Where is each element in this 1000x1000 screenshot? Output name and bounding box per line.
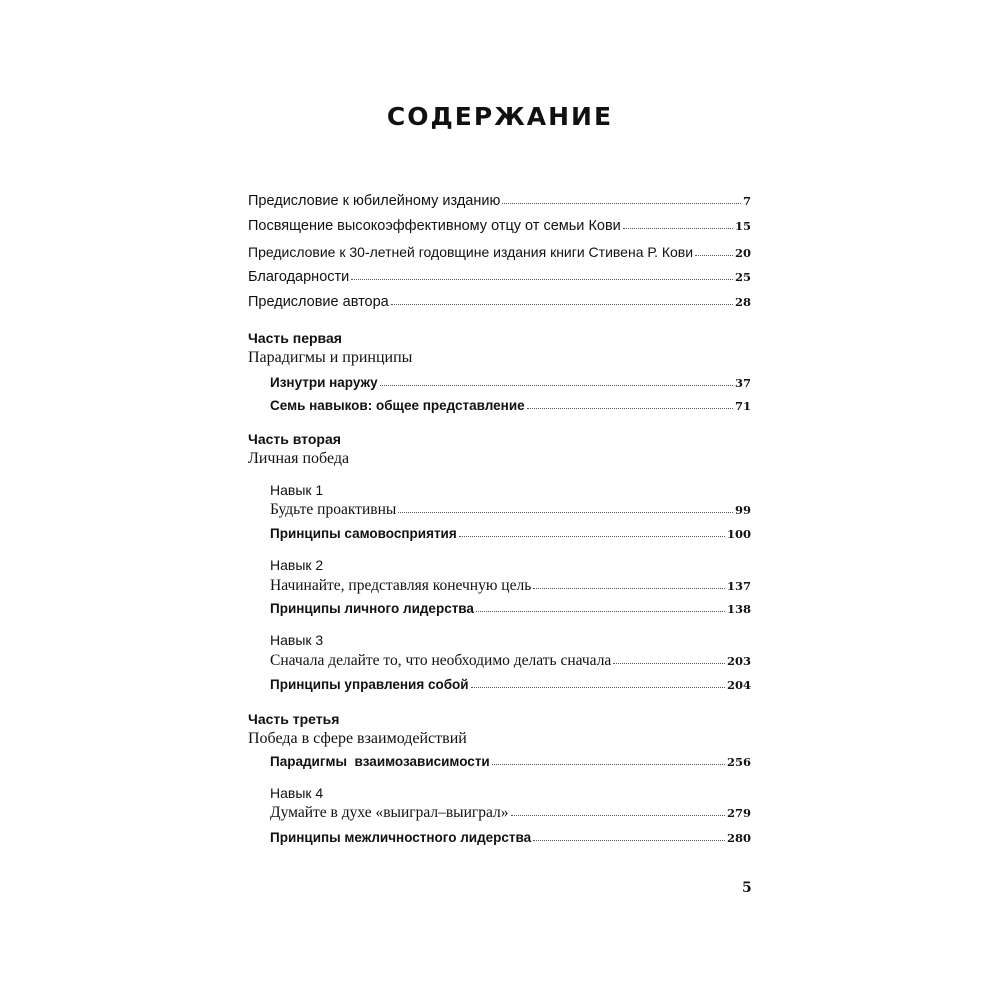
dot-leader <box>398 511 733 513</box>
toc-entry-label: Принципы самовосприятия <box>270 526 457 541</box>
toc-entry-page: 203 <box>726 654 751 668</box>
toc-entry[interactable] <box>248 242 751 262</box>
part-title: Часть первая <box>248 330 342 346</box>
dot-leader <box>533 587 725 589</box>
toc-entry-label: Думайте в духе «выиграл–выиграл» <box>270 804 509 821</box>
dot-leader <box>613 662 725 664</box>
toc-entry-page: 100 <box>726 527 751 541</box>
toc-entry-page: 280 <box>726 831 751 845</box>
toc-entry[interactable] <box>248 216 751 236</box>
habit-label: Навык 3 <box>270 632 324 648</box>
toc-entry-label: Начинайте, представляя конечную цель <box>270 577 532 594</box>
toc-entry-page: 71 <box>734 399 751 413</box>
toc-entry-page: 37 <box>734 376 751 390</box>
habit-label: Навык 1 <box>270 482 324 498</box>
dot-leader <box>527 407 733 409</box>
part-subtitle: Парадигмы и принципы <box>248 349 413 366</box>
toc-entry-label: Изнутри наружу <box>270 375 378 390</box>
toc-entry-label: Будьте проактивны <box>270 501 397 518</box>
toc-entry-page: 25 <box>734 270 751 284</box>
toc-entry-page: 138 <box>726 602 751 616</box>
toc-entry-label: Предисловие автора <box>248 294 389 310</box>
toc-entry-page: 28 <box>734 295 751 309</box>
toc-entry-page: 137 <box>726 579 751 593</box>
part-title: Часть вторая <box>248 431 341 447</box>
toc-entry-label: Принципы межличностного лидерства <box>270 830 532 845</box>
toc-entry[interactable] <box>248 191 751 211</box>
toc-entry-label: Принципы личного лидерства <box>270 601 474 616</box>
dot-leader <box>351 278 733 280</box>
toc-entry[interactable] <box>248 267 751 287</box>
toc-entry[interactable] <box>270 576 751 596</box>
habit-label: Навык 4 <box>270 785 324 801</box>
toc-entry-label: Посвящение высокоэффективному отцу от семьи Кови <box>248 218 621 234</box>
toc-entry-page: 7 <box>742 194 751 208</box>
toc-entry-label: Предисловие к 30-летней годовщине издания книги Стивена Р. Кови <box>248 244 694 260</box>
toc-entry[interactable] <box>270 828 751 848</box>
toc-entry-label: Семь навыков: общее представление <box>270 398 525 413</box>
dot-leader <box>533 839 725 841</box>
toc-entry[interactable] <box>270 373 751 393</box>
toc-entry-label: Сначала делайте то, что необходимо делать сначала <box>270 652 612 669</box>
toc-entry[interactable] <box>270 752 751 772</box>
dot-leader <box>459 535 725 537</box>
dot-leader <box>502 202 741 204</box>
dot-leader <box>695 254 733 256</box>
page-title: СОДЕРЖАНИЕ <box>386 102 614 131</box>
toc-entry-page: 99 <box>734 503 751 517</box>
toc-entry-label: Благодарности <box>248 269 350 285</box>
toc-entry-page: 20 <box>734 246 751 260</box>
toc-entry[interactable] <box>270 651 751 671</box>
toc-entry-page: 204 <box>726 678 751 692</box>
toc-entry[interactable] <box>270 396 751 416</box>
toc-entry-page: 15 <box>734 219 751 233</box>
toc-entry-label: Предисловие к юбилейному изданию <box>248 193 501 209</box>
toc-entry[interactable] <box>270 599 751 619</box>
toc-entry-label: Парадигмы взаимозависимости <box>270 754 490 769</box>
toc-entry[interactable] <box>270 500 751 520</box>
dot-leader <box>471 686 725 688</box>
dot-leader <box>476 610 725 612</box>
toc-entry[interactable] <box>270 803 751 823</box>
dot-leader <box>511 814 725 816</box>
toc-entry[interactable] <box>248 292 751 312</box>
dot-leader <box>492 763 725 765</box>
toc-entry[interactable] <box>270 524 751 544</box>
dot-leader <box>380 384 733 386</box>
dot-leader <box>391 303 733 305</box>
toc-entry-page: 279 <box>726 806 751 820</box>
part-subtitle: Победа в сфере взаимодействий <box>248 730 467 747</box>
page-number: 5 <box>742 880 752 896</box>
dot-leader <box>623 227 733 229</box>
toc-entry[interactable] <box>270 675 751 695</box>
part-subtitle: Личная победа <box>248 450 350 467</box>
toc-entry-label: Принципы управления собой <box>270 677 469 692</box>
habit-label: Навык 2 <box>270 557 324 573</box>
part-title: Часть третья <box>248 711 340 727</box>
toc-entry-page: 256 <box>726 755 751 769</box>
